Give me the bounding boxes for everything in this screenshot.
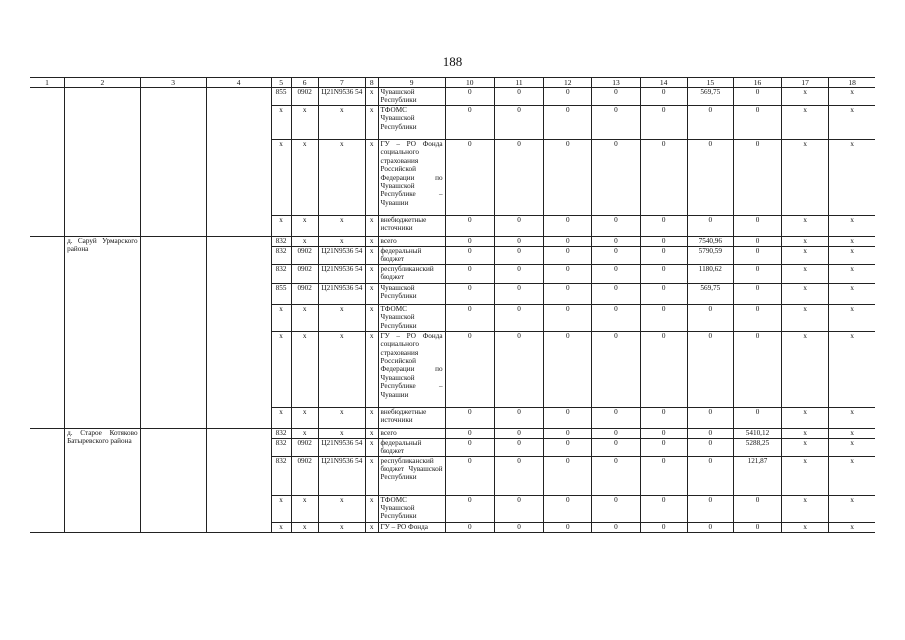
value-cell-18: x xyxy=(829,456,875,495)
value-cell-15: 0 xyxy=(687,456,733,495)
value-cell-12: 0 xyxy=(544,247,592,265)
target-article-cell: Ц21N9536 54 xyxy=(318,88,365,106)
grbs-code-cell: x xyxy=(271,140,291,216)
value-cell-18: x xyxy=(829,331,875,407)
section-code-cell: 0902 xyxy=(291,438,318,456)
value-cell-16: 0 xyxy=(733,407,781,428)
location-cell: д. Саруй Урмарского района xyxy=(65,237,140,429)
value-cell-15: 1180,62 xyxy=(687,264,733,283)
value-cell-10: 0 xyxy=(445,438,494,456)
value-cell-16: 0 xyxy=(733,522,781,532)
grbs-code-cell: x xyxy=(271,106,291,140)
value-cell-10: 0 xyxy=(445,456,494,495)
value-cell-17: x xyxy=(782,140,829,216)
value-cell-13: 0 xyxy=(592,247,640,265)
column-header-1: 1 xyxy=(30,78,65,88)
value-cell-12: 0 xyxy=(544,495,592,522)
value-cell-12: 0 xyxy=(544,438,592,456)
value-cell-17: x xyxy=(782,247,829,265)
column-header-12: 12 xyxy=(544,78,592,88)
value-cell-16: 0 xyxy=(733,283,781,304)
value-cell-17: x xyxy=(782,88,829,106)
value-cell-18: x xyxy=(829,495,875,522)
section-code-cell: x xyxy=(291,216,318,237)
column-header-8: 8 xyxy=(365,78,378,88)
funding-source-cell: федеральный бюджет xyxy=(378,247,445,265)
value-cell-14: 0 xyxy=(640,495,687,522)
grbs-code-cell: x xyxy=(271,407,291,428)
value-cell-11: 0 xyxy=(494,331,543,407)
value-cell-16: 5288,25 xyxy=(733,438,781,456)
value-cell-16: 0 xyxy=(733,331,781,407)
value-cell-13: 0 xyxy=(592,106,640,140)
target-article-cell: Ц21N9536 54 xyxy=(318,247,365,265)
expense-type-cell: x xyxy=(365,522,378,532)
target-article-cell: Ц21N9536 54 xyxy=(318,456,365,495)
grbs-code-cell: x xyxy=(271,216,291,237)
expense-type-cell: x xyxy=(365,106,378,140)
funding-source-cell: внебюджетные источники xyxy=(378,407,445,428)
funding-source-cell: ТФОМС Чувашской Республики xyxy=(378,304,445,331)
value-cell-10: 0 xyxy=(445,247,494,265)
section-code-cell: 0902 xyxy=(291,283,318,304)
value-cell-10: 0 xyxy=(445,106,494,140)
value-cell-10: 0 xyxy=(445,304,494,331)
column-header-15: 15 xyxy=(687,78,733,88)
value-cell-13: 0 xyxy=(592,495,640,522)
value-cell-12: 0 xyxy=(544,456,592,495)
expense-type-cell: x xyxy=(365,140,378,216)
value-cell-15: 0 xyxy=(687,140,733,216)
target-article-cell: x xyxy=(318,495,365,522)
grbs-code-cell: x xyxy=(271,522,291,532)
value-cell-11: 0 xyxy=(494,88,543,106)
value-cell-11: 0 xyxy=(494,247,543,265)
value-cell-15: 0 xyxy=(687,495,733,522)
expense-type-cell: x xyxy=(365,428,378,438)
column-header-10: 10 xyxy=(445,78,494,88)
value-cell-18: x xyxy=(829,216,875,237)
target-article-cell: x xyxy=(318,428,365,438)
target-article-cell: x xyxy=(318,237,365,247)
value-cell-16: 121,87 xyxy=(733,456,781,495)
value-cell-17: x xyxy=(782,283,829,304)
column-4-cell xyxy=(206,237,271,429)
grbs-code-cell: 832 xyxy=(271,247,291,265)
value-cell-14: 0 xyxy=(640,264,687,283)
funding-source-cell: всего xyxy=(378,237,445,247)
funding-source-cell: ГУ – РО Фонда социального страхования Российской Федерации по Чувашской Республике – Чувашии xyxy=(378,331,445,407)
value-cell-12: 0 xyxy=(544,331,592,407)
value-cell-12: 0 xyxy=(544,304,592,331)
value-cell-14: 0 xyxy=(640,331,687,407)
column-header-2: 2 xyxy=(65,78,140,88)
value-cell-11: 0 xyxy=(494,438,543,456)
grbs-code-cell: 832 xyxy=(271,237,291,247)
grbs-code-cell: 832 xyxy=(271,264,291,283)
value-cell-15: 0 xyxy=(687,407,733,428)
column-header-18: 18 xyxy=(829,78,875,88)
value-cell-14: 0 xyxy=(640,140,687,216)
column-header-4: 4 xyxy=(206,78,271,88)
value-cell-17: x xyxy=(782,456,829,495)
value-cell-15: 0 xyxy=(687,331,733,407)
value-cell-12: 0 xyxy=(544,140,592,216)
section-code-cell: x xyxy=(291,522,318,532)
column-header-17: 17 xyxy=(782,78,829,88)
target-article-cell: x xyxy=(318,216,365,237)
grbs-code-cell: x xyxy=(271,331,291,407)
column-3-cell xyxy=(140,237,206,429)
value-cell-14: 0 xyxy=(640,407,687,428)
funding-source-cell: Чувашской Республики xyxy=(378,88,445,106)
funding-source-cell: федеральный бюджет xyxy=(378,438,445,456)
value-cell-13: 0 xyxy=(592,216,640,237)
value-cell-13: 0 xyxy=(592,438,640,456)
value-cell-11: 0 xyxy=(494,495,543,522)
value-cell-12: 0 xyxy=(544,237,592,247)
column-number-row xyxy=(30,78,875,88)
value-cell-17: x xyxy=(782,495,829,522)
value-cell-17: x xyxy=(782,522,829,532)
row-number-cell xyxy=(30,428,65,532)
expense-type-cell: x xyxy=(365,438,378,456)
target-article-cell: Ц21N9536 54 xyxy=(318,264,365,283)
section-code-cell: x xyxy=(291,140,318,216)
grbs-code-cell: 832 xyxy=(271,428,291,438)
value-cell-14: 0 xyxy=(640,304,687,331)
value-cell-14: 0 xyxy=(640,438,687,456)
section-code-cell: x xyxy=(291,237,318,247)
value-cell-11: 0 xyxy=(494,140,543,216)
value-cell-15: 0 xyxy=(687,522,733,532)
value-cell-11: 0 xyxy=(494,283,543,304)
value-cell-14: 0 xyxy=(640,106,687,140)
value-cell-14: 0 xyxy=(640,88,687,106)
value-cell-11: 0 xyxy=(494,304,543,331)
expense-type-cell: x xyxy=(365,247,378,265)
funding-source-cell: всего xyxy=(378,428,445,438)
column-4-cell xyxy=(206,428,271,532)
value-cell-14: 0 xyxy=(640,456,687,495)
section-code-cell: x xyxy=(291,331,318,407)
value-cell-15: 0 xyxy=(687,216,733,237)
value-cell-17: x xyxy=(782,428,829,438)
column-header-5: 5 xyxy=(271,78,291,88)
value-cell-16: 5410,12 xyxy=(733,428,781,438)
value-cell-17: x xyxy=(782,331,829,407)
value-cell-18: x xyxy=(829,438,875,456)
value-cell-16: 0 xyxy=(733,237,781,247)
expense-type-cell: x xyxy=(365,331,378,407)
value-cell-13: 0 xyxy=(592,428,640,438)
row-number-cell xyxy=(30,88,65,237)
value-cell-13: 0 xyxy=(592,283,640,304)
expense-type-cell: x xyxy=(365,304,378,331)
value-cell-18: x xyxy=(829,247,875,265)
value-cell-12: 0 xyxy=(544,522,592,532)
value-cell-13: 0 xyxy=(592,237,640,247)
value-cell-16: 0 xyxy=(733,247,781,265)
value-cell-15: 5790,59 xyxy=(687,247,733,265)
target-article-cell: x xyxy=(318,331,365,407)
grbs-code-cell: 832 xyxy=(271,438,291,456)
value-cell-18: x xyxy=(829,264,875,283)
value-cell-11: 0 xyxy=(494,522,543,532)
value-cell-10: 0 xyxy=(445,88,494,106)
value-cell-12: 0 xyxy=(544,106,592,140)
value-cell-17: x xyxy=(782,106,829,140)
column-header-7: 7 xyxy=(318,78,365,88)
value-cell-14: 0 xyxy=(640,247,687,265)
column-header-6: 6 xyxy=(291,78,318,88)
value-cell-11: 0 xyxy=(494,428,543,438)
value-cell-10: 0 xyxy=(445,216,494,237)
expense-type-cell: x xyxy=(365,216,378,237)
location-cell xyxy=(65,88,140,237)
funding-source-cell: Чувашской Республики xyxy=(378,283,445,304)
column-4-cell xyxy=(206,88,271,237)
grbs-code-cell: 855 xyxy=(271,88,291,106)
expense-type-cell: x xyxy=(365,456,378,495)
value-cell-18: x xyxy=(829,88,875,106)
value-cell-13: 0 xyxy=(592,304,640,331)
value-cell-17: x xyxy=(782,216,829,237)
expense-type-cell: x xyxy=(365,407,378,428)
grbs-code-cell: x xyxy=(271,304,291,331)
value-cell-16: 0 xyxy=(733,304,781,331)
grbs-code-cell: x xyxy=(271,495,291,522)
value-cell-16: 0 xyxy=(733,216,781,237)
target-article-cell: x xyxy=(318,522,365,532)
grbs-code-cell: 832 xyxy=(271,456,291,495)
page-number: 188 xyxy=(442,54,463,69)
column-header-14: 14 xyxy=(640,78,687,88)
budget-table xyxy=(30,77,875,533)
value-cell-17: x xyxy=(782,237,829,247)
value-cell-13: 0 xyxy=(592,88,640,106)
value-cell-16: 0 xyxy=(733,106,781,140)
value-cell-16: 0 xyxy=(733,88,781,106)
value-cell-13: 0 xyxy=(592,456,640,495)
value-cell-16: 0 xyxy=(733,140,781,216)
section-code-cell: 0902 xyxy=(291,247,318,265)
value-cell-14: 0 xyxy=(640,522,687,532)
value-cell-15: 0 xyxy=(687,438,733,456)
value-cell-12: 0 xyxy=(544,216,592,237)
value-cell-10: 0 xyxy=(445,407,494,428)
section-code-cell: x xyxy=(291,495,318,522)
value-cell-15: 7540,96 xyxy=(687,237,733,247)
target-article-cell: Ц21N9536 54 xyxy=(318,438,365,456)
value-cell-15: 0 xyxy=(687,428,733,438)
expense-type-cell: x xyxy=(365,88,378,106)
funding-source-cell: ТФОМС Чувашской Республики xyxy=(378,106,445,140)
grbs-code-cell: 855 xyxy=(271,283,291,304)
section-code-cell: x xyxy=(291,106,318,140)
value-cell-13: 0 xyxy=(592,407,640,428)
value-cell-17: x xyxy=(782,304,829,331)
value-cell-17: x xyxy=(782,264,829,283)
value-cell-17: x xyxy=(782,407,829,428)
value-cell-18: x xyxy=(829,407,875,428)
target-article-cell: x xyxy=(318,304,365,331)
table-row xyxy=(30,428,875,438)
target-article-cell: x xyxy=(318,407,365,428)
value-cell-18: x xyxy=(829,522,875,532)
value-cell-10: 0 xyxy=(445,428,494,438)
value-cell-10: 0 xyxy=(445,522,494,532)
column-header-3: 3 xyxy=(140,78,206,88)
column-header-13: 13 xyxy=(592,78,640,88)
value-cell-12: 0 xyxy=(544,264,592,283)
table-row xyxy=(30,88,875,106)
expense-type-cell: x xyxy=(365,264,378,283)
funding-source-cell: республиканский бюджет Чувашской Республики xyxy=(378,456,445,495)
value-cell-14: 0 xyxy=(640,428,687,438)
value-cell-18: x xyxy=(829,428,875,438)
section-code-cell: 0902 xyxy=(291,88,318,106)
value-cell-10: 0 xyxy=(445,495,494,522)
value-cell-10: 0 xyxy=(445,264,494,283)
value-cell-10: 0 xyxy=(445,140,494,216)
funding-source-cell: республиканский бюджет xyxy=(378,264,445,283)
value-cell-13: 0 xyxy=(592,264,640,283)
section-code-cell: x xyxy=(291,407,318,428)
value-cell-10: 0 xyxy=(445,283,494,304)
value-cell-15: 569,75 xyxy=(687,283,733,304)
value-cell-11: 0 xyxy=(494,216,543,237)
value-cell-12: 0 xyxy=(544,428,592,438)
value-cell-12: 0 xyxy=(544,88,592,106)
value-cell-10: 0 xyxy=(445,331,494,407)
value-cell-10: 0 xyxy=(445,237,494,247)
value-cell-18: x xyxy=(829,304,875,331)
value-cell-14: 0 xyxy=(640,237,687,247)
section-code-cell: x xyxy=(291,304,318,331)
value-cell-15: 0 xyxy=(687,106,733,140)
funding-source-cell: ГУ – РО Фонда xyxy=(378,522,445,532)
value-cell-11: 0 xyxy=(494,456,543,495)
column-3-cell xyxy=(140,428,206,532)
funding-source-cell: внебюджетные источники xyxy=(378,216,445,237)
value-cell-18: x xyxy=(829,283,875,304)
value-cell-11: 0 xyxy=(494,407,543,428)
value-cell-11: 0 xyxy=(494,106,543,140)
column-header-11: 11 xyxy=(494,78,543,88)
value-cell-12: 0 xyxy=(544,407,592,428)
section-code-cell: x xyxy=(291,428,318,438)
value-cell-14: 0 xyxy=(640,283,687,304)
row-number-cell xyxy=(30,237,65,429)
column-3-cell xyxy=(140,88,206,237)
value-cell-13: 0 xyxy=(592,331,640,407)
target-article-cell: Ц21N9536 54 xyxy=(318,283,365,304)
funding-source-cell: ТФОМС Чувашской Республики xyxy=(378,495,445,522)
target-article-cell: x xyxy=(318,106,365,140)
column-header-9: 9 xyxy=(378,78,445,88)
target-article-cell: x xyxy=(318,140,365,216)
value-cell-15: 569,75 xyxy=(687,88,733,106)
value-cell-18: x xyxy=(829,237,875,247)
value-cell-12: 0 xyxy=(544,283,592,304)
value-cell-11: 0 xyxy=(494,237,543,247)
expense-type-cell: x xyxy=(365,495,378,522)
value-cell-16: 0 xyxy=(733,495,781,522)
value-cell-17: x xyxy=(782,438,829,456)
expense-type-cell: x xyxy=(365,283,378,304)
value-cell-11: 0 xyxy=(494,264,543,283)
column-header-16: 16 xyxy=(733,78,781,88)
value-cell-15: 0 xyxy=(687,304,733,331)
value-cell-16: 0 xyxy=(733,264,781,283)
table-body xyxy=(30,88,875,533)
value-cell-14: 0 xyxy=(640,216,687,237)
table-row xyxy=(30,237,875,247)
location-cell: д. Старое Котяково Батыревского района xyxy=(65,428,140,532)
value-cell-18: x xyxy=(829,140,875,216)
section-code-cell: 0902 xyxy=(291,456,318,495)
funding-source-cell: ГУ – РО Фонда социального страхования Российской Федерации по Чувашской Республике – Чувашии xyxy=(378,140,445,216)
section-code-cell: 0902 xyxy=(291,264,318,283)
value-cell-13: 0 xyxy=(592,140,640,216)
value-cell-18: x xyxy=(829,106,875,140)
value-cell-13: 0 xyxy=(592,522,640,532)
expense-type-cell: x xyxy=(365,237,378,247)
